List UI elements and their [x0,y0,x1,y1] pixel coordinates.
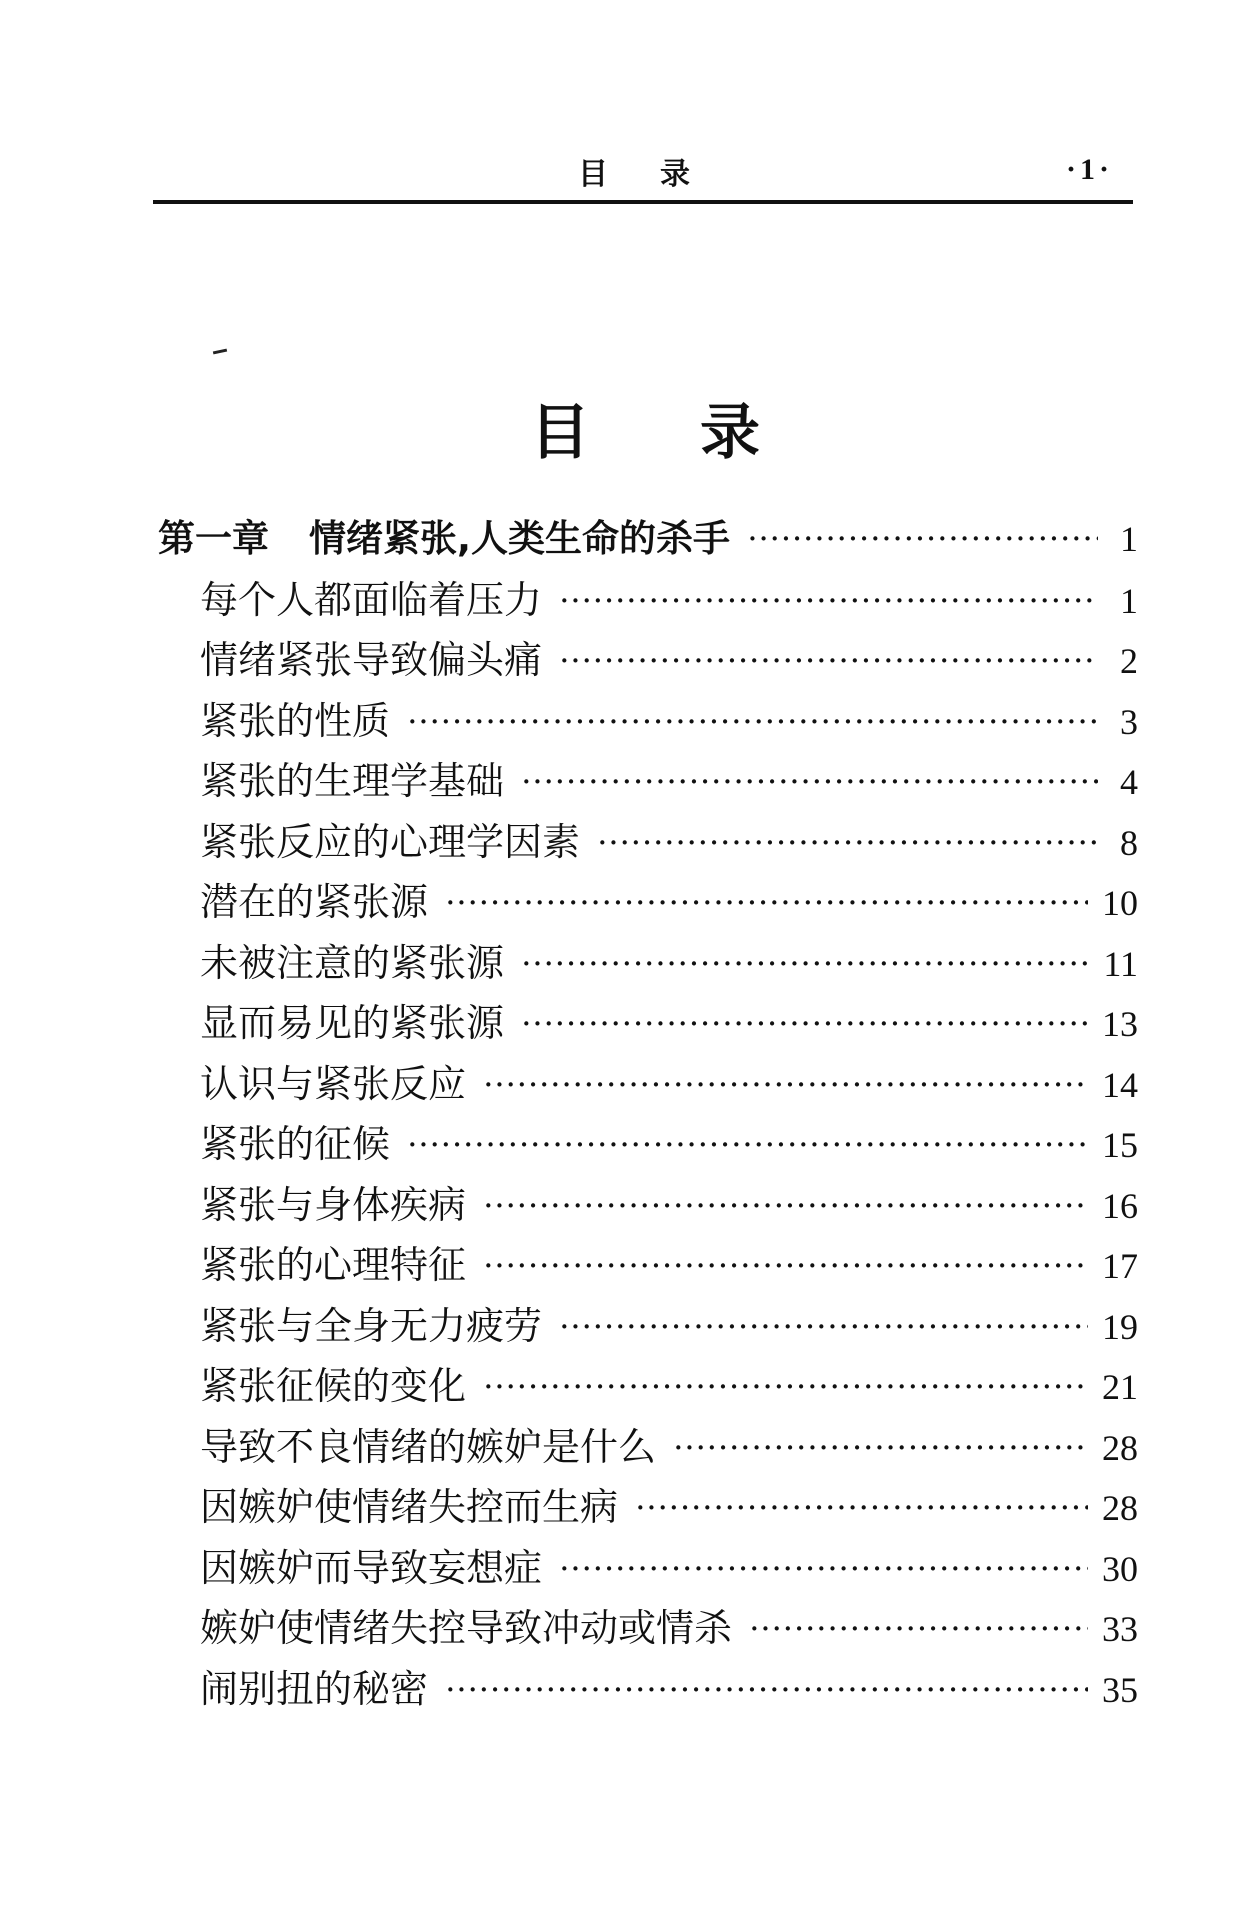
chapter-number: 第一章 [158,517,269,560]
toc-entry[interactable] [158,1234,1138,1295]
toc-entry[interactable] [158,1053,1138,1114]
toc-entry[interactable] [158,750,1138,811]
toc-entry[interactable] [158,1537,1138,1598]
dot-leader [484,1372,1088,1402]
toc-page-number: 28 [1102,1427,1138,1468]
toc-page-number: 10 [1102,883,1138,923]
toc-entry[interactable] [158,811,1138,872]
toc-page-number: 28 [1102,1488,1138,1528]
toc-entry[interactable] [158,1174,1138,1235]
toc-entry-title: 紧张的心理特征 [200,1243,467,1287]
toc-page-number: 19 [1102,1306,1138,1347]
toc-page-number: 16 [1102,1185,1138,1226]
toc-entry[interactable] [158,1113,1138,1174]
toc-entry[interactable] [158,1476,1138,1537]
running-header [153,145,1133,197]
toc-page-number: 14 [1102,1064,1138,1105]
toc-page-number: 33 [1102,1609,1138,1649]
toc-entry-title: 紧张的性质 [200,698,391,743]
dot-leader [408,707,1098,737]
scan-artifact [213,349,227,355]
toc-page-number: 1 [1120,580,1138,621]
toc-page-number: 3 [1120,701,1138,742]
toc-entry[interactable] [158,1295,1138,1356]
toc-page-number: 8 [1120,822,1138,863]
dot-leader [748,524,1098,554]
toc-entry[interactable] [158,1416,1138,1477]
toc-page-number: 11 [1103,943,1138,984]
toc-entry-title: 因嫉妒而导致妄想症 [200,1545,543,1590]
toc-entry-title: 显而易见的紧张源 [200,1001,505,1045]
running-title: 目录 [578,157,742,192]
dot-leader [560,1554,1088,1584]
toc-page-number: 15 [1102,1125,1138,1165]
toc-entry[interactable] [158,932,1138,993]
toc-page-number: 1 [1120,519,1138,559]
header-rule [153,200,1133,204]
toc-entry-title: 因嫉妒使情绪失控而生病 [200,1485,619,1529]
toc-entry-title: 情绪紧张导致偏头痛 [200,638,543,682]
toc-entry[interactable] [158,690,1138,751]
toc-entry[interactable] [158,1597,1138,1658]
table-of-contents [158,508,1138,1718]
toc-entry-title: 潜在的紧张源 [200,880,429,924]
toc-entry-title: 紧张反应的心理学因素 [200,819,581,864]
toc-page-number: 13 [1102,1004,1138,1044]
dot-leader [522,767,1098,797]
toc-entry[interactable] [158,1355,1138,1416]
dot-leader [598,828,1098,858]
toc-entry-title: 紧张与身体疾病 [200,1182,467,1227]
toc-entry[interactable] [158,992,1138,1053]
page-title: 目录 [530,398,870,469]
chapter-title: 情绪紧张,人类生命的杀手 [309,517,731,560]
toc-page-number: 30 [1102,1548,1138,1589]
dot-leader [560,1312,1088,1342]
toc-page-number: 2 [1120,641,1138,681]
toc-entry-title: 导致不良情绪的嫉妒是什么 [200,1424,657,1469]
dot-leader [484,1191,1088,1221]
dot-leader [446,1675,1088,1705]
dot-leader [636,1493,1088,1523]
toc-entry[interactable] [158,569,1138,630]
toc-entry-title: 紧张与全身无力疲劳 [200,1303,543,1348]
toc-entry[interactable] [158,1658,1138,1719]
dot-leader [560,586,1098,616]
toc-page-number: 35 [1102,1669,1138,1710]
toc-entry-title: 紧张征候的变化 [200,1364,467,1408]
dot-leader [674,1433,1088,1463]
toc-entry[interactable] [158,629,1138,690]
dot-leader [522,949,1089,979]
toc-entry-title: 嫉妒使情绪失控导致冲动或情杀 [200,1606,733,1650]
toc-entry-title: 闹别扭的秘密 [200,1666,429,1711]
dot-leader [522,1009,1088,1039]
toc-entry[interactable] [158,871,1138,932]
dot-leader [560,646,1098,676]
toc-page-number: 21 [1102,1367,1138,1407]
dot-leader [484,1070,1088,1100]
toc-page-number: 4 [1120,762,1138,802]
toc-entry-title: 未被注意的紧张源 [200,940,505,985]
toc-chapter-entry[interactable] [158,508,1138,569]
toc-entry-title: 紧张的生理学基础 [200,759,505,803]
dot-leader [484,1251,1088,1281]
toc-entry-title: 紧张的征候 [200,1122,391,1166]
page-number: ·1· [1065,153,1113,186]
toc-entry-title: 每个人都面临着压力 [200,577,543,622]
dot-leader [750,1614,1088,1644]
dot-leader [408,1130,1088,1160]
dot-leader [446,888,1088,918]
toc-entry-title: 认识与紧张反应 [200,1061,467,1106]
toc-page-number: 17 [1102,1246,1138,1286]
